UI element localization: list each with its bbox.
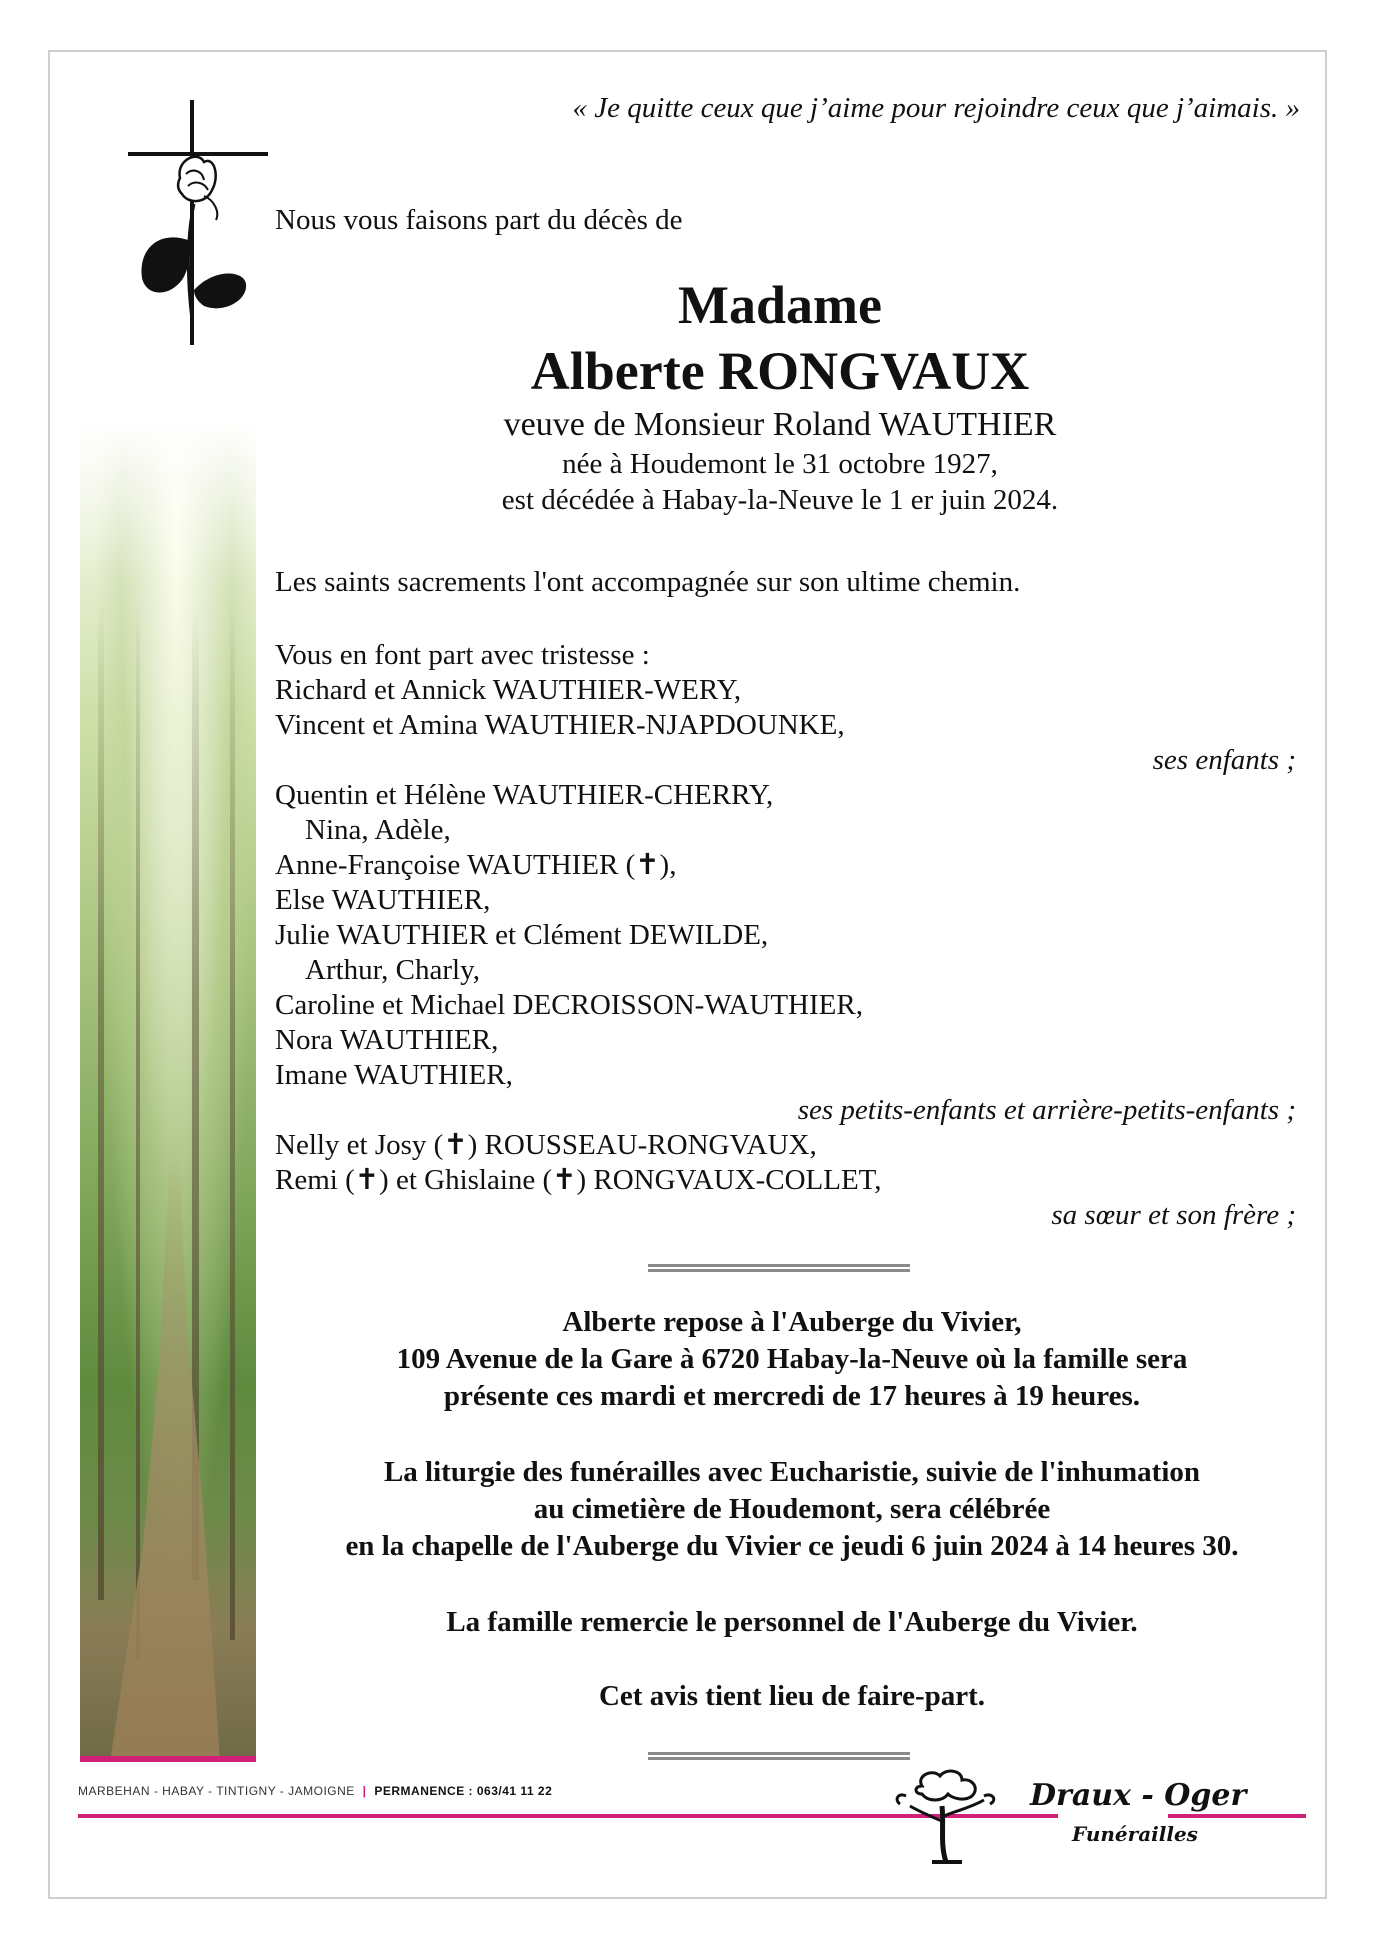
footer-contact (78, 1784, 552, 1798)
deceased-death: est décédée à Habay-la-Neuve le 1 er juin 2024. (501, 484, 1059, 516)
cross-rose-icon (128, 100, 268, 350)
footer-separator: | (362, 1784, 367, 1798)
family-member: Anne-Françoise WAUTHIER (✝), (275, 849, 677, 881)
family-member: Else WAUTHIER, (275, 884, 491, 916)
separator-top (648, 1264, 910, 1272)
rest-line-1: Alberte repose à l'Auberge du Vivier, (562, 1306, 1022, 1338)
family-member: Remi (✝) et Ghislaine (✝) RONGVAUX-COLLET, (275, 1164, 882, 1196)
separator-bottom (648, 1752, 910, 1760)
sacraments-text: Les saints sacrements l'ont accompagnée sur son ultime chemin. (275, 566, 1021, 598)
footer-permanence: PERMANENCE : 063/41 11 22 (374, 1784, 553, 1798)
family-intro: Vous en font part avec tristesse : (275, 639, 650, 671)
rest-info (258, 1304, 1326, 1415)
family-member: Nina, Adèle, (305, 814, 451, 846)
family-member: Richard et Annick WAUTHIER-WERY, (275, 674, 742, 706)
deceased-birth: née à Houdemont le 31 octobre 1927, (562, 448, 998, 480)
liturgy-line-1: La liturgie des funérailles avec Eucharistie, suivie de l'inhumation (383, 1456, 1201, 1488)
family-member: Julie WAUTHIER et Clément DEWILDE, (275, 919, 769, 951)
family-member: Nelly et Josy (✝) ROUSSEAU-RONGVAUX, (275, 1129, 817, 1161)
liturgy-line-3: en la chapelle de l'Auberge du Vivier ce jeudi 6 juin 2024 à 14 heures 30. (345, 1530, 1239, 1562)
thanks-text: La famille remercie le personnel de l'Auberge du Vivier. (446, 1606, 1138, 1638)
family-role: ses petits-enfants et arrière-petits-enfants ; (797, 1094, 1296, 1126)
family-member: Arthur, Charly, (305, 954, 480, 986)
rest-line-2: 109 Avenue de la Gare à 6720 Habay-la-Neuve où la famille sera (396, 1343, 1188, 1375)
forest-path-image (80, 420, 256, 1762)
family-role: sa sœur et son frère ; (1051, 1199, 1296, 1231)
liturgy-info (258, 1454, 1326, 1565)
notice-text: Cet avis tient lieu de faire-part. (598, 1680, 986, 1712)
family-role: ses enfants ; (1152, 744, 1296, 776)
deceased-block (330, 272, 1230, 518)
quote: « Je quitte ceux que j’aime pour rejoindre ceux que j’aimais. » (572, 92, 1300, 124)
family-member: Nora WAUTHIER, (275, 1024, 499, 1056)
company-subtitle: Funérailles (1072, 1822, 1198, 1846)
tree-logo-icon (892, 1766, 1002, 1866)
intro-text: Nous vous faisons part du décès de (275, 204, 683, 236)
deceased-title: Madame (678, 275, 882, 335)
footer-accent-line (78, 1814, 1306, 1818)
family-member: Quentin et Hélène WAUTHIER-CHERRY, (275, 779, 774, 811)
deceased-spouse: veuve de Monsieur Roland WAUTHIER (503, 406, 1057, 443)
liturgy-line-2: au cimetière de Houdemont, sera célébrée (533, 1493, 1051, 1525)
family-member: Imane WAUTHIER, (275, 1059, 513, 1091)
family-member: Caroline et Michael DECROISSON-WAUTHIER, (275, 989, 863, 1021)
rest-line-3: présente ces mardi et mercredi de 17 heures à 19 heures. (443, 1380, 1141, 1412)
forest-accent-bar (80, 1756, 256, 1762)
company-name: Draux - Oger (1030, 1778, 1247, 1813)
footer-locations: MARBEHAN - HABAY - TINTIGNY - JAMOIGNE (78, 1784, 355, 1798)
deceased-name: Alberte RONGVAUX (530, 341, 1030, 401)
family-member: Vincent et Amina WAUTHIER-NJAPDOUNKE, (275, 709, 845, 741)
family-list (275, 638, 1296, 1233)
